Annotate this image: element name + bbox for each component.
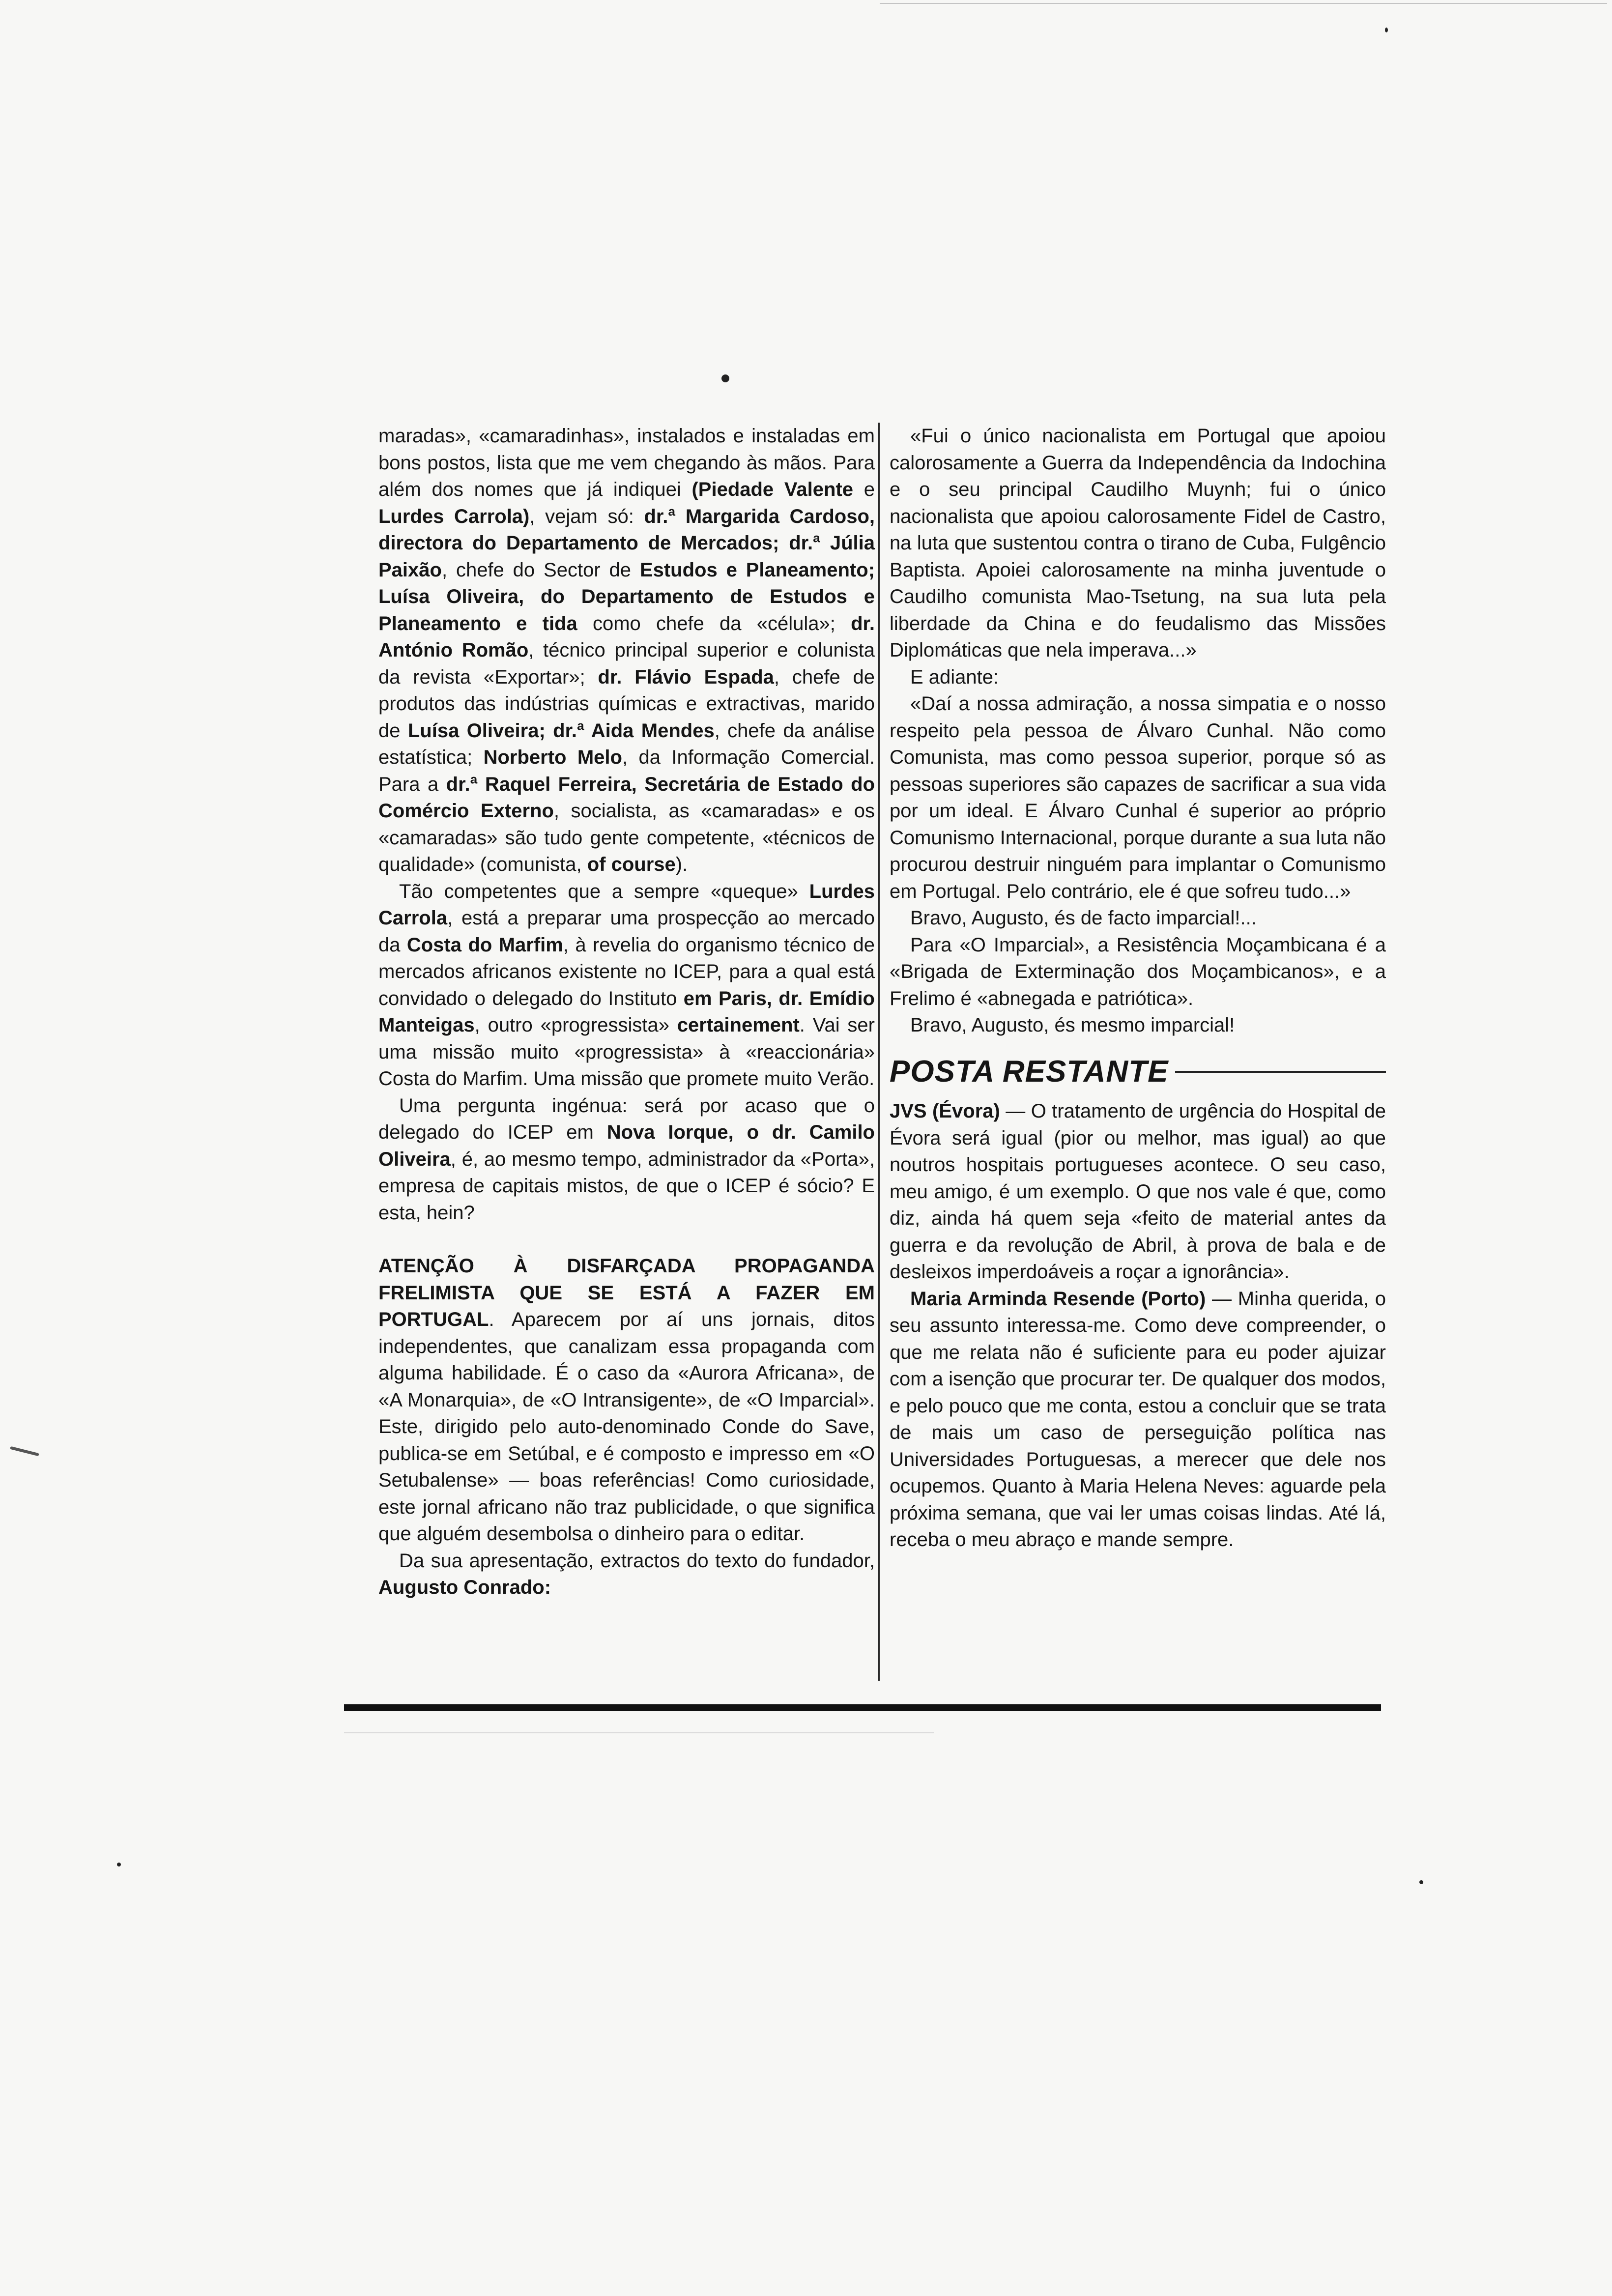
paragraph: Tão competentes que a sempre «queque» Lurdes Carrola, está a preparar uma prospecção ao mercado da Costa do Marfim, à revelia do organismo técnico de mercados africanos existente no ICEP, para a qual está convidado o delegado do Instituto em Paris, dr. Emídio Manteigas, outro «progressista» certainement. Vai ser uma missão muito «progressista» à «reaccionária» Costa do Marfim. Uma missão que promete muito Verão. <box>378 880 875 1090</box>
paragraph: Para «O Imparcial», a Resistência Moçambicana é a «Brigada de Exterminação dos Moçambicanos», e a Frelimo é «abnegada e patriótica». <box>890 934 1386 1009</box>
bottom-rule <box>344 1704 1381 1711</box>
paragraph: E adiante: <box>910 666 999 688</box>
paragraph: Da sua apresentação, extractos do texto do fundador, Augusto Conrado: <box>378 1550 875 1598</box>
quote-paragraph: «Daí a nossa admiração, a nossa simpatia e o nosso respeito pela pessoa de Álvaro Cunhal. Não como Comunista, mas como pessoa superior, porque só as pessoas superiores são capazes de sacrificar a sua vida por um ideal. E Álvaro Cunhal é superior ao próprio Comunismo Internacional, porque durante a sua luta não procurou destruir ninguém para implantar o Comunismo em Portugal. Pelo contrário, ele é que sofreu tudo...» <box>890 693 1386 902</box>
paragraph: Bravo, Augusto, és mesmo imparcial! <box>910 1014 1235 1036</box>
heading-rule <box>1175 1071 1386 1073</box>
section-heading <box>890 1054 1386 1089</box>
spacer <box>378 1226 875 1253</box>
left-column <box>378 423 875 1601</box>
ink-dot <box>1419 1880 1423 1884</box>
scan-edge-line <box>344 1732 934 1733</box>
paragraph: Uma pergunta ingénua: será por acaso que o delegado do ICEP em Nova Iorque, o dr. Camilo Oliveira, é, ao mesmo tempo, administrador da «Porta», empresa de capitais mistos, de que o ICEP é sócio? E esta, hein? <box>378 1094 875 1224</box>
ink-dot <box>117 1863 121 1866</box>
paragraph: Bravo, Augusto, és de facto imparcial!... <box>910 907 1257 929</box>
right-column <box>890 423 1386 1553</box>
column-divider <box>878 423 880 1681</box>
scan-mark <box>10 1446 39 1456</box>
paragraph: ATENÇÃO À DISFARÇADA PROPAGANDA FRELIMISTA QUE SE ESTÁ A FAZER EM PORTUGAL. Aparecem por aí uns jornais, ditos independentes, que canalizam essa propaganda com alguma habilidade. É o caso da «Aurora Africana», de «A Monarquia», de «O Intransigente», de «O Imparcial». Este, dirigido pelo auto-denominado Conde do Save, publica-se em Setúbal, e é composto e impresso em «O Setubalense» — boas referências! Como curiosidade, este jornal africano não traz publicidade, o que significa que alguém desembolsa o dinheiro para o editar. <box>378 1255 875 1545</box>
reply-paragraph: Maria Arminda Resende (Porto) — Minha querida, o seu assunto interessa-me. Como deve compreender, o que me relata não é suficiente para eu poder ajuizar com a isenção que procurar ter. De qualquer dos modos, e pelo pouco que me conta, estou a concluir que se trata de mais um caso de perseguição política nas Universidades Portuguesas, a merecer que dele nos ocupemos. Quanto à Maria Helena Neves: aguarde pela próxima semana, que vai ler umas coisas lindas. Até lá, receba o meu abraço e mande sempre. <box>890 1288 1386 1550</box>
ink-dot <box>721 374 729 382</box>
reply-paragraph: JVS (Évora) — O tratamento de urgência do Hospital de Évora será igual (pior ou melhor, mas igual) ao que noutros hospitais portugueses acontece. O seu caso, meu amigo, é um exemplo. O que nos vale é que, como diz, ainda há quem seja «feito de material antes da guerra e da revolução de Abril, à prova de bala e de desleixos imperdoáveis a roçar a ignorância». <box>890 1100 1386 1283</box>
section-heading-text: POSTA RESTANTE <box>890 1054 1169 1089</box>
quote-paragraph: «Fui o único nacionalista em Portugal que apoiou calorosamente a Guerra da Independência da Indochina e o seu principal Caudilho Muynh; fui o único nacionalista que apoiou calorosamente Fidel de Castro, na luta que sustentou contra o tirano de Cuba, Fulgêncio Baptista. Apoiei calorosamente na minha juventude o Caudilho comunista Mao-Tsetung, na sua luta pela liberdade da China e do feudalismo das Missões Diplomáticas que nela imperava...» <box>890 425 1386 661</box>
ink-dot <box>1385 28 1388 32</box>
paragraph: maradas», «camaradinhas», instalados e instaladas em bons postos, lista que me vem chegando às mãos. Para além dos nomes que já indiquei (Piedade Valente e Lurdes Carrola), vejam só: dr.ª Margarida Cardoso, directora do Departamento de Mercados; dr.ª Júlia Paixão, chefe do Sector de Estudos e Planeamento; Luísa Oliveira, do Departamento de Estudos e Planeamento e tida como chefe da «célula»; dr. António Romão, técnico principal superior e colunista da revista «Exportar»; dr. Flávio Espada, chefe de produtos das indústrias químicas e extractivas, marido de Luísa Oliveira; dr.ª Aida Mendes, chefe da análise estatística; Norberto Melo, da Informação Comercial. Para a dr.ª Raquel Ferreira, Secretária de Estado do Comércio Externo, socialista, as «camaradas» e os «camaradas» são tudo gente competente, «técnicos de qualidade» (comunista, of course). <box>378 425 875 875</box>
scan-edge-line <box>880 3 1607 4</box>
